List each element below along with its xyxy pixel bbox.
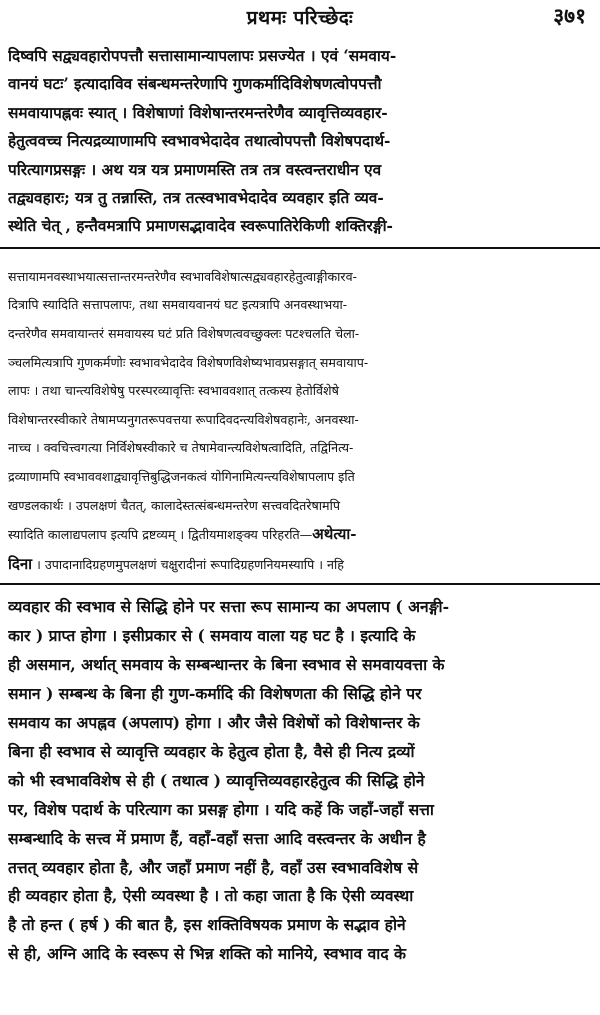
sanskrit-commentary: [8, 263, 592, 580]
commentary-bold-term: दिना: [8, 554, 33, 573]
text-line: परित्यागप्रसङ्गः । अथ यत्र यत्र प्रमाणमस्ति तत्र तत्र वस्त्वन्तराधीन एव: [8, 160, 382, 179]
commentary-text: स्यादिति कालाद्यपलाप इत्यपि द्रष्टव्यम् । द्वितीयमाशङ्क्य परिहरति—: [8, 527, 313, 543]
translation-line: तत्तत् व्यवहार होता है, और जहाँ प्रमाण नहीं है, वहाँ उस स्वभावविशेष से: [8, 857, 419, 877]
commentary-line: [8, 550, 592, 580]
translation-line: ही असमान, अर्थात् समवाय के सम्बन्धान्तर के बिना स्वभाव से समवायवत्ता के: [8, 655, 445, 675]
commentary-line: [8, 520, 592, 550]
translation-line: है तो हन्त ( हर्ष ) की बात है, इस शक्तिविषयक प्रमाण के सद्भाव होने: [8, 915, 406, 935]
translation-line: पर, विशेष पदार्थ के परित्याग का प्रसङ्ग होगा । यदि कहें कि जहाँ-जहाँ सत्ता: [8, 799, 434, 819]
commentary-line: विशेषान्तरस्वीकारे तेषामप्यनुगतरूपवत्तया रूपादिवदन्त्यविशेषवहानेः, अनवस्था-: [8, 411, 359, 427]
commentary-line: लापः । तथा चान्त्यविशेषेषु परस्परव्यावृत्तिः स्वभाववशात् तत्कस्य हेतोर्विशेषे: [8, 383, 339, 399]
text-line: वानयं घटः’ इत्यादाविव संबन्धमन्तरेणापि गुणकर्मादिविशेषणत्वोपपत्तौ: [8, 75, 382, 94]
text-line: दिष्वपि सद्व्यवहारोपपत्तौ सत्तासामान्यापलापः प्रसज्येत । एवं ‘समवाय-: [8, 47, 397, 65]
commentary-line: दन्तरेणैव समवायान्तरं समवायस्य घटं प्रति विशेषणत्ववच्छुक्लः पटश्चलति चेला-: [8, 326, 360, 342]
commentary-line: दित्रापि स्यादिति सत्तापलापः, तथा समवायवानयं घट इत्यत्रापि अनवस्थाभया-: [8, 297, 348, 313]
translation-line: ही व्यवहार होता है, ऐसी व्यवस्था है । तो कहा जाता है कि ऐसी व्यवस्था: [8, 886, 414, 906]
page-header: [8, 0, 592, 40]
translation-line: सम्बन्धादि के सत्त्व में प्रमाण हैं, वहाँ-वहाँ सत्ता आदि वस्त्वन्तर के अधीन है: [8, 828, 426, 848]
section-divider: [0, 247, 600, 249]
commentary-line: सत्तायामनवस्थाभयात्सत्तान्तरमन्तरेणैव स्वभावविशेषात्सद्व्यवहारहेतुत्वाङ्गीकारव-: [8, 268, 357, 284]
section-divider: [0, 583, 600, 585]
page-number: ३७१: [553, 3, 586, 28]
commentary-bold-term: अथेत्या-: [312, 525, 357, 544]
translation-line: समवाय का अपह्नव (अपलाप) होगा । और जैसे विशेषों को विशेषान्तर के: [8, 713, 420, 732]
translation-line: व्यवहार की स्वभाव से सिद्धि होने पर सत्ता रूप सामान्य का अपलाप ( अनङ्गी-: [8, 597, 450, 617]
text-line: तद्व्यवहारः; यत्र तु तन्नास्ति, तत्र तत्स्वभावभेदादेव व्यवहार इति व्यव-: [8, 189, 384, 208]
commentary-line: नाच्च । क्वचित्त्वगत्या निर्विशेषस्वीकारे च तेषामेवान्त्यविशेषत्वादिति, तद्विनित्य-: [8, 440, 354, 456]
commentary-line: खण्डलकार्थः । उपलक्षणं चैतत्, कालादेस्तत्संबन्धमन्तरेण सत्त्ववदितरेषामपि: [8, 497, 340, 513]
text-line: स्थेति चेत् , हन्तैवमत्रापि प्रमाणसद्भावादेव स्वरूपातिरेकिणी शक्तिरङ्गी-: [8, 217, 393, 236]
commentary-line: ञ्चलमित्यत्रापि गुणकर्मणोः स्वभावभेदादेव विशेषणविशेष्यभावप्रसङ्गात् समवायाप-: [8, 354, 369, 370]
translation-line: से ही, अग्नि आदि के स्वरूप से भिन्न शक्ति को मानिये, स्वभाव वाद के: [8, 944, 407, 964]
chapter-title: प्रथमः परिच्छेदः: [246, 7, 354, 29]
translation-line: बिना ही स्वभाव से व्यावृत्ति व्यवहार के हेतुत्व होता है, वैसे ही नित्य द्रव्यों: [8, 741, 415, 761]
translation-line: को भी स्वभावविशेष से ही ( तथात्व ) व्यावृत्तिव्यवहारहेतुत्व की सिद्धि होने: [8, 770, 425, 790]
translation-line: कार ) प्राप्त होगा । इसीप्रकार से ( समवाय वाला यह घट है । इत्यादि के: [8, 626, 416, 646]
hindi-translation: [8, 593, 592, 969]
translation-line: समान ) सम्बन्ध के बिना ही गुण-कर्मादि की विशेषणता की सिद्धि होने पर: [8, 684, 422, 704]
sanskrit-main-text: [8, 40, 592, 241]
text-line: समवायापह्नवः स्यात् । विशेषाणां विशेषान्तरमन्तरेणैव व्यावृत्तिव्यवहार-: [8, 103, 388, 122]
commentary-text: । उपादानादिग्रहणमुपलक्षणं चक्षुरादीनां रूपादिग्रहणनियमस्यापि । नहि: [32, 556, 344, 572]
commentary-line: द्रव्याणामपि स्वभाववशाद्व्यावृत्तिबुद्धिजनकत्वं योगिनामित्यन्त्यविशेषापलाप इति: [8, 469, 355, 484]
text-line: हेतुत्ववच्च नित्यद्रव्याणामपि स्वभावभेदादेव तथात्वोपपत्तौ विशेषपदार्थ-: [8, 132, 391, 151]
